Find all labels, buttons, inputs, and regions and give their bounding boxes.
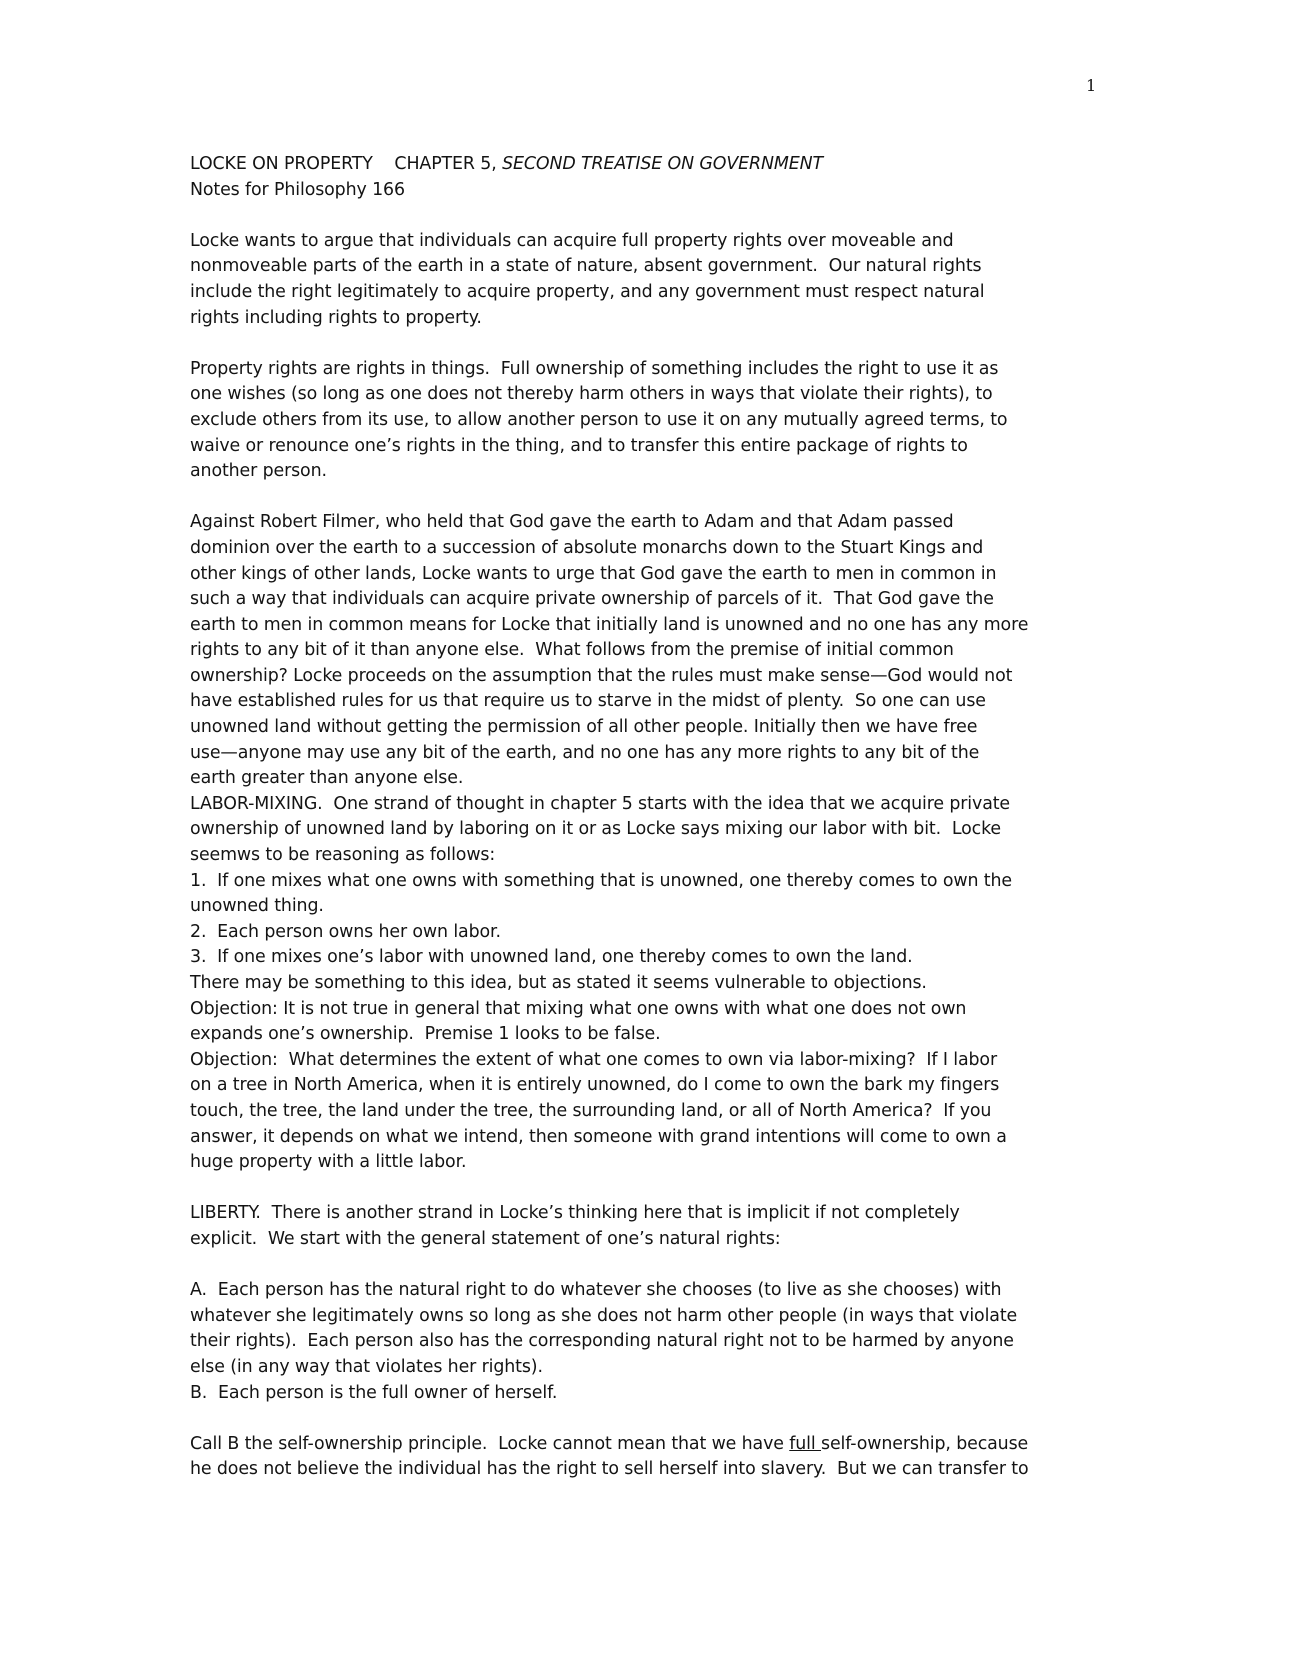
paragraph-line: There may be something to this idea, but as stated it seems vulnerable to objections. xyxy=(190,973,927,993)
paragraph xyxy=(190,229,1110,331)
last-paragraph-line-1 xyxy=(190,1432,1110,1458)
paragraph-line: Property rights are rights in things. Full ownership of something includes the right to use it as xyxy=(190,358,999,379)
paragraph-line: rights including rights to property. xyxy=(190,307,482,328)
paragraph-line: else (in any way that violates her rights). xyxy=(190,1356,543,1377)
paragraph-line: expands one’s ownership. Premise 1 looks to be false. xyxy=(190,1024,661,1045)
full-underlined: full xyxy=(789,1433,822,1454)
paragraph-gap xyxy=(190,203,1110,229)
paragraph-line: LABOR-MIXING. One strand of thought in chapter 5 starts with the idea that we acquire private xyxy=(190,793,1011,814)
paragraph-line: 3. If one mixes one’s labor with unowned land, one thereby comes to own the land. xyxy=(190,947,913,968)
paragraph-gap xyxy=(190,331,1110,357)
paragraph-line: B. Each person is the full owner of herself. xyxy=(190,1382,558,1403)
paragraph-line: one wishes (so long as one does not thereby harm others in ways that violate their rights), to xyxy=(190,384,993,405)
paragraph-line: earth greater than anyone else. xyxy=(190,768,464,789)
paragraph-line: 2. Each person owns her own labor. xyxy=(190,921,501,942)
paragraph-line: use—anyone may use any bit of the earth, and no one has any more rights to any bit of the xyxy=(190,742,980,763)
document-body xyxy=(190,152,1110,1483)
paragraph-line: Against Robert Filmer, who held that God gave the earth to Adam and that Adam passed xyxy=(190,512,954,533)
paragraph-line: Objection: What determines the extent of what one comes to own via labor-mixing? If I labor xyxy=(190,1049,997,1070)
paragraph-line: their rights). Each person also has the corresponding natural right not to be harmed by anyone xyxy=(190,1331,1014,1352)
paragraph-line: whatever she legitimately owns so long as she does not harm other people (in ways that violate xyxy=(190,1305,1018,1326)
paragraph-line: unowned thing. xyxy=(190,896,324,917)
paragraph-line: seemws to be reasoning as follows: xyxy=(190,845,496,866)
paragraph-line: answer, it depends on what we intend, then someone with grand intentions will come to own a xyxy=(190,1126,1007,1147)
paragraph xyxy=(190,357,1110,485)
paragraph-line: explicit. We start with the general statement of one’s natural rights: xyxy=(190,1228,781,1249)
title-prefix: LOCKE ON PROPERTY CHAPTER 5, xyxy=(190,154,503,174)
paragraph-line: exclude others from its use, to allow another person to use it on any mutually agreed terms, to xyxy=(190,409,1008,430)
paragraph-line: have established rules for us that require us to starve in the midst of plenty. So one can use xyxy=(190,691,986,712)
document-title xyxy=(190,152,1110,178)
paragraph xyxy=(190,510,1110,1175)
paragraph-line: other kings of other lands, Locke wants to urge that God gave the earth to men in common in xyxy=(190,563,997,584)
paragraph-line: LIBERTY. There is another strand in Locke’s thinking here that is implicit if not completely xyxy=(190,1203,960,1224)
document-subtitle: Notes for Philosophy 166 xyxy=(190,179,405,200)
paragraph-line: nonmoveable parts of the earth in a state of nature, absent government. Our natural rights xyxy=(190,256,982,277)
paragraph xyxy=(190,1278,1110,1406)
last-paragraph-line-2: he does not believe the individual has the right to sell herself into slavery. But we can transfer to xyxy=(190,1459,1029,1480)
title-italic: SECOND TREATISE ON GOVERNMENT xyxy=(502,154,823,174)
paragraph-line: 1. If one mixes what one owns with something that is unowned, one thereby comes to own the xyxy=(190,870,1012,891)
paragraph-line: rights to any bit of it than anyone else. What follows from the premise of initial common xyxy=(190,640,954,661)
paragraph-gap xyxy=(190,1176,1110,1202)
paragraph-line: waive or renounce one’s rights in the thing, and to transfer this entire package of rights to xyxy=(190,435,968,456)
paragraph-gap xyxy=(190,485,1110,511)
paragraph-line: huge property with a little labor. xyxy=(190,1152,467,1173)
last-line1-before: Call B the self-ownership principle. Locke cannot mean that we have xyxy=(190,1433,790,1454)
paragraph-gap xyxy=(190,1253,1110,1279)
paragraphs-container xyxy=(190,229,1110,1432)
paragraph-line: ownership of unowned land by laboring on it or as Locke says mixing our labor with bit. Locke xyxy=(190,819,1001,840)
last-line1-after: self-ownership, because xyxy=(821,1433,1029,1454)
paragraph-line: on a tree in North America, when it is entirely unowned, do I come to own the bark my fingers xyxy=(190,1075,1000,1096)
paragraph-line: dominion over the earth to a succession of absolute monarchs down to the Stuart Kings and xyxy=(190,537,984,558)
paragraph-line: such a way that individuals can acquire private ownership of parcels of it. That God gave the xyxy=(190,589,994,610)
paragraph-line: touch, the tree, the land under the tree, the surrounding land, or all of North America? If you xyxy=(190,1100,992,1121)
paragraph xyxy=(190,1201,1110,1252)
paragraph-line: Objection: It is not true in general that mixing what one owns with what one does not own xyxy=(190,998,967,1019)
paragraph-line: unowned land without getting the permission of all other people. Initially then we have free xyxy=(190,717,978,738)
paragraph-line: another person. xyxy=(190,461,327,482)
paragraph-gap xyxy=(190,1406,1110,1432)
paragraph-line: A. Each person has the natural right to do whatever she chooses (to live as she chooses) with xyxy=(190,1280,1002,1301)
page-number: 1 xyxy=(1086,76,1097,95)
paragraph-line: earth to men in common means for Locke that initially land is unowned and no one has any more xyxy=(190,614,1029,635)
paragraph-line: include the right legitimately to acquire property, and any government must respect natural xyxy=(190,281,985,302)
paragraph-line: ownership? Locke proceeds on the assumption that the rules must make sense—God would not xyxy=(190,665,1013,686)
paragraph-line: Locke wants to argue that individuals can acquire full property rights over moveable and xyxy=(190,230,954,251)
